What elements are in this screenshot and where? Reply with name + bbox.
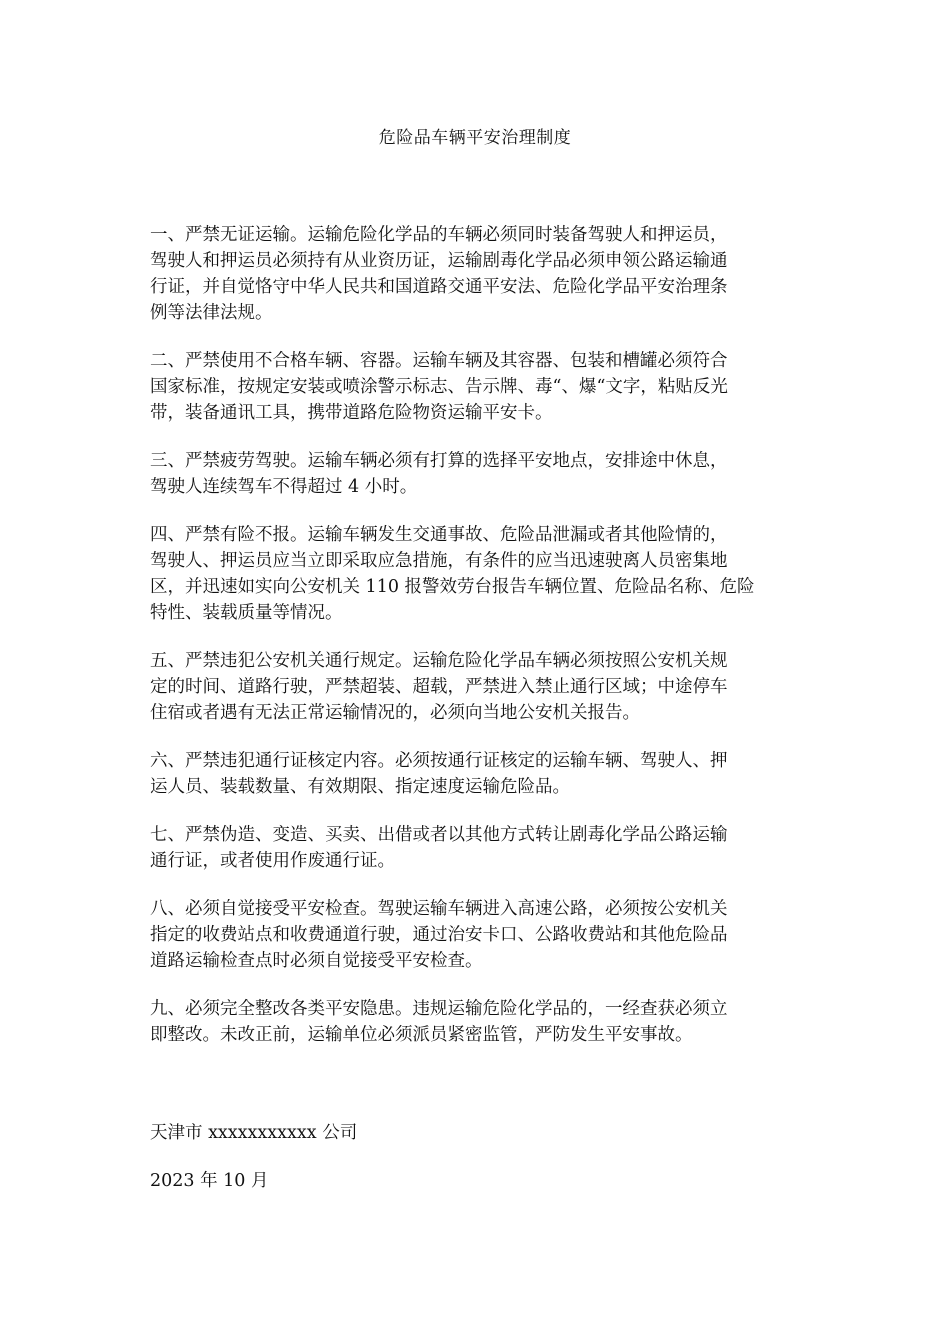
document-body [150,222,805,1070]
paragraph-line: 运人员、装载数量、有效期限、指定速度运输危险品。 [150,777,570,797]
paragraph-line: 九、必须完全整改各类平安隐患。违规运输危险化学品的，一经查获必须立 [150,999,728,1019]
paragraph-line: 四、严禁有险不报。运输车辆发生交通事故、危险品泄漏或者其他险情的， [150,525,728,545]
regulation-paragraph-9 [150,996,805,1048]
paragraph-line: 即整改。未改正前，运输单位必须派员紧密监管，严防发生平安事故。 [150,1025,693,1045]
document-date: 2023 年 10 月 [150,1171,269,1191]
paragraph-line: 八、必须自觉接受平安检查。驾驶运输车辆进入高速公路，必须按公安机关 [150,899,728,919]
paragraph-line: 例等法律法规。 [150,303,273,323]
company-name: 天津市 xxxxxxxxxxx 公司 [150,1123,358,1143]
regulation-paragraph-2 [150,348,805,426]
regulation-paragraph-6 [150,748,805,800]
paragraph-line: 带，装备通讯工具，携带道路危险物资运输平安卡。 [150,403,553,423]
paragraph-line: 驾驶人连续驾车不得超过 4 小时。 [150,477,418,497]
paragraph-line: 指定的收费站点和收费通道行驶，通过治安卡口、公路收费站和其他危险品 [150,925,728,945]
paragraph-line: 特性、装载质量等情况。 [150,603,343,623]
paragraph-line: 二、严禁使用不合格车辆、容器。运输车辆及其容器、包装和槽罐必须符合 [150,351,728,371]
paragraph-line: 五、严禁违犯公安机关通行规定。运输危险化学品车辆必须按照公安机关规 [150,651,728,671]
regulation-paragraph-5 [150,648,805,726]
paragraph-line: 行证，并自觉恪守中华人民共和国道路交通平安法、危险化学品平安治理条 [150,277,728,297]
regulation-paragraph-8 [150,896,805,974]
document-footer [150,1120,805,1194]
paragraph-line: 国家标准，按规定安装或喷涂警示标志、告示牌、毒“、爆“文字，粘贴反光 [150,377,728,397]
regulation-paragraph-3 [150,448,805,500]
regulation-paragraph-7 [150,822,805,874]
paragraph-line: 六、严禁违犯通行证核定内容。必须按通行证核定的运输车辆、驾驶人、押 [150,751,728,771]
paragraph-line: 定的时间、道路行驶，严禁超装、超载，严禁进入禁止通行区域；中途停车 [150,677,728,697]
paragraph-line: 通行证，或者使用作废通行证。 [150,851,395,871]
paragraph-line: 三、严禁疲劳驾驶。运输车辆必须有打算的选择平安地点，安排途中休息， [150,451,728,471]
paragraph-line: 驾驶人和押运员必须持有从业资历证，运输剧毒化学品必须申领公路运输通 [150,251,728,271]
paragraph-line: 道路运输检查点时必须自觉接受平安检查。 [150,951,483,971]
paragraph-line: 区，并迅速如实向公安机关 110 报警效劳台报告车辆位置、危险品名称、危险 [150,577,755,597]
regulation-paragraph-4 [150,522,805,626]
paragraph-line: 一、严禁无证运输。运输危险化学品的车辆必须同时装备驾驶人和押运员， [150,225,728,245]
paragraph-line: 驾驶人、押运员应当立即采取应急措施，有条件的应当迅速驶离人员密集地 [150,551,728,571]
document-title: 危险品车辆平安治理制度 [378,128,572,148]
regulation-paragraph-1 [150,222,805,326]
paragraph-line: 住宿或者遇有无法正常运输情况的，必须向当地公安机关报告。 [150,703,640,723]
paragraph-line: 七、严禁伪造、变造、买卖、出借或者以其他方式转让剧毒化学品公路运输 [150,825,728,845]
